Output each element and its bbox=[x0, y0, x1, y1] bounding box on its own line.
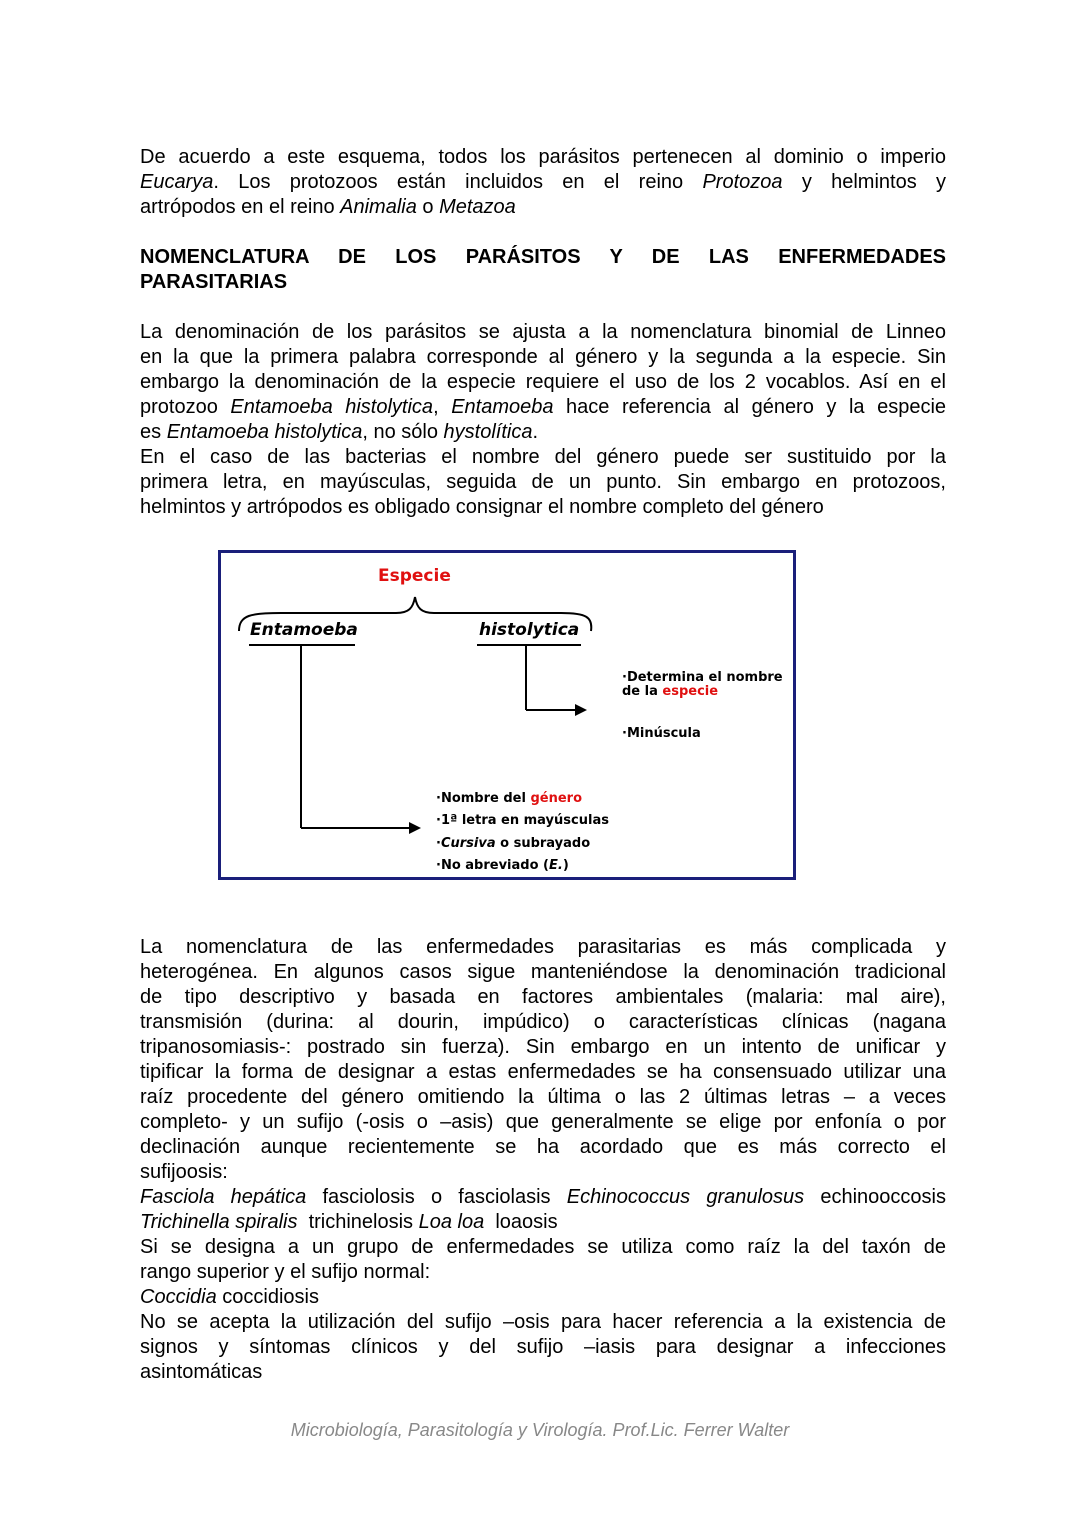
text-line: La denominación de los parásitos se ajusta a la nomenclatura binomial de Linneo bbox=[140, 321, 946, 343]
italic-term: Entamoeba histolytica bbox=[166, 421, 363, 443]
text-run: es bbox=[140, 421, 167, 443]
note-text: ) bbox=[562, 858, 569, 873]
text-line: heterogénea. En algunos casos sigue manteniéndose la denominación tradicional bbox=[140, 961, 946, 983]
text-line bbox=[140, 420, 946, 445]
italic-term: Animalia bbox=[340, 196, 417, 218]
italic-term: Metazoa bbox=[439, 196, 516, 218]
note-highlight: género bbox=[530, 791, 583, 806]
genus-note-name bbox=[436, 791, 582, 806]
diagram-lines bbox=[221, 553, 793, 877]
genus-note-abbrev bbox=[436, 858, 569, 873]
text-line bbox=[140, 395, 946, 420]
italic-term: Eucarya bbox=[140, 171, 214, 193]
text-line: No se acepta la utilización del sufijo –osis para hacer referencia a la existencia de bbox=[140, 1311, 946, 1333]
genus-note-italic bbox=[436, 836, 590, 851]
page-footer: Microbiología, Parasitología y Virología. Prof.Lic. Ferrer Walter bbox=[290, 1420, 790, 1440]
text-line: tipificar la forma de designar a estas enfermedades se ha consensuado utilizar una bbox=[140, 1061, 946, 1083]
italic-term: Coccidia bbox=[140, 1286, 217, 1308]
text-run: artrópodos en el reino bbox=[140, 196, 341, 218]
text-line: sufijoosis: bbox=[140, 1161, 228, 1183]
text-line: primera letra, en mayúsculas, seguida de un punto. Sin embargo en protozoos, bbox=[140, 471, 946, 493]
genus-word: Entamoeba bbox=[250, 620, 358, 640]
text-line: embargo la denominación de la especie requiere el uso de los 2 vocablos. Así en el bbox=[140, 371, 946, 393]
text-run: , no sólo bbox=[362, 421, 444, 443]
note-italic: E. bbox=[549, 858, 563, 873]
genus-arrowhead bbox=[409, 822, 421, 834]
text-line bbox=[140, 1210, 946, 1235]
note-italic: Cursiva bbox=[440, 836, 496, 851]
text-line: De acuerdo a este esquema, todos los parásitos pertenecen al dominio o imperio bbox=[140, 146, 946, 168]
intro-paragraph bbox=[140, 145, 946, 220]
text-run: , bbox=[433, 396, 452, 418]
species-note-name bbox=[622, 671, 783, 699]
italic-term: Entamoeba bbox=[451, 396, 554, 418]
text-run: coccidiosis bbox=[216, 1286, 319, 1308]
text-line: en la que la primera palabra corresponde al género y la segunda a la especie. Sin bbox=[140, 346, 946, 368]
italic-term: Loa loa bbox=[418, 1211, 485, 1233]
text-line: declinación aunque recientemente se ha acordado que es más correcto el bbox=[140, 1136, 946, 1158]
nomenclature-diagram bbox=[218, 550, 796, 880]
text-line: asintomáticas bbox=[140, 1361, 263, 1383]
text-line bbox=[140, 170, 946, 195]
italic-term: Fasciola hepática bbox=[140, 1186, 307, 1208]
italic-term: Protozoa bbox=[702, 171, 783, 193]
italic-term: Entamoeba histolytica bbox=[230, 396, 434, 418]
text-run: loaosis bbox=[484, 1211, 558, 1233]
text-line bbox=[140, 1185, 946, 1210]
genus-note-capital: ·1ª letra en mayúsculas bbox=[436, 813, 609, 828]
text-line: de tipo descriptivo y basada en factores ambientales (malaria: mal aire), bbox=[140, 986, 946, 1008]
especie-label: Especie bbox=[378, 566, 451, 586]
note-text: ·Nombre del bbox=[436, 791, 531, 806]
note-text: ·Determina el nombre bbox=[622, 670, 783, 685]
text-line: completo- y un sufijo (-osis o –asis) que generalmente se elige por enfonía o por bbox=[140, 1111, 946, 1133]
text-line: helmintos y artrópodos es obligado consignar el nombre completo del género bbox=[140, 496, 824, 518]
text-run: . Los protozoos están incluidos en el reino bbox=[213, 171, 703, 193]
text-line: raíz procedente del género omitiendo la última o las 2 últimas letras – a veces bbox=[140, 1086, 946, 1108]
text-line bbox=[140, 1285, 946, 1310]
italic-term: Trichinella spiralis bbox=[140, 1211, 298, 1233]
text-run: y helmintos y bbox=[782, 171, 947, 193]
species-note-lowercase: ·Minúscula bbox=[622, 726, 701, 741]
text-line: rango superior y el sufijo normal: bbox=[140, 1261, 431, 1283]
text-run: trichinelosis bbox=[297, 1211, 419, 1233]
italic-term: Echinococcus granulosus bbox=[566, 1186, 805, 1208]
text-line: transmisión (durina: al dourin, impúdico) o características clínicas (nagana bbox=[140, 1011, 946, 1033]
text-run: protozoo bbox=[140, 396, 231, 418]
text-line: En el caso de las bacterias el nombre del género puede ser sustituido por la bbox=[140, 446, 946, 468]
section-heading bbox=[140, 245, 946, 295]
note-text: ·No abreviado ( bbox=[436, 858, 549, 873]
text-line: tripanosomiasis-: postrado sin fuerza). Sin embargo en un intento de unificar y bbox=[140, 1036, 946, 1058]
text-run: echinooccosis bbox=[804, 1186, 946, 1208]
heading-line: NOMENCLATURA DE LOS PARÁSITOS Y DE LAS ENFERMEDADES bbox=[140, 246, 946, 268]
text-line: La nomenclatura de las enfermedades parasitarias es más complicada y bbox=[140, 936, 946, 958]
italic-term: hystolítica bbox=[443, 421, 533, 443]
text-line bbox=[140, 195, 946, 220]
text-run: . bbox=[532, 421, 539, 443]
note-text: o subrayado bbox=[495, 836, 591, 851]
species-arrowhead bbox=[575, 704, 587, 716]
note-highlight: especie bbox=[662, 684, 719, 699]
text-run: hace referencia al género y la especie bbox=[553, 396, 947, 418]
note-text: · bbox=[436, 836, 441, 851]
nomenclature-paragraph bbox=[140, 320, 946, 520]
diseases-paragraph bbox=[140, 935, 946, 1385]
species-word: histolytica bbox=[479, 620, 580, 640]
heading-line: PARASITARIAS bbox=[140, 271, 288, 293]
text-run: o bbox=[416, 196, 440, 218]
text-line: Si se designa a un grupo de enfermedades se utiliza como raíz la del taxón de bbox=[140, 1236, 946, 1258]
text-run: fasciolosis o fasciolasis bbox=[306, 1186, 567, 1208]
text-line: signos y síntomas clínicos y del sufijo –iasis para designar a infecciones bbox=[140, 1336, 946, 1358]
note-text: de la bbox=[622, 684, 663, 699]
